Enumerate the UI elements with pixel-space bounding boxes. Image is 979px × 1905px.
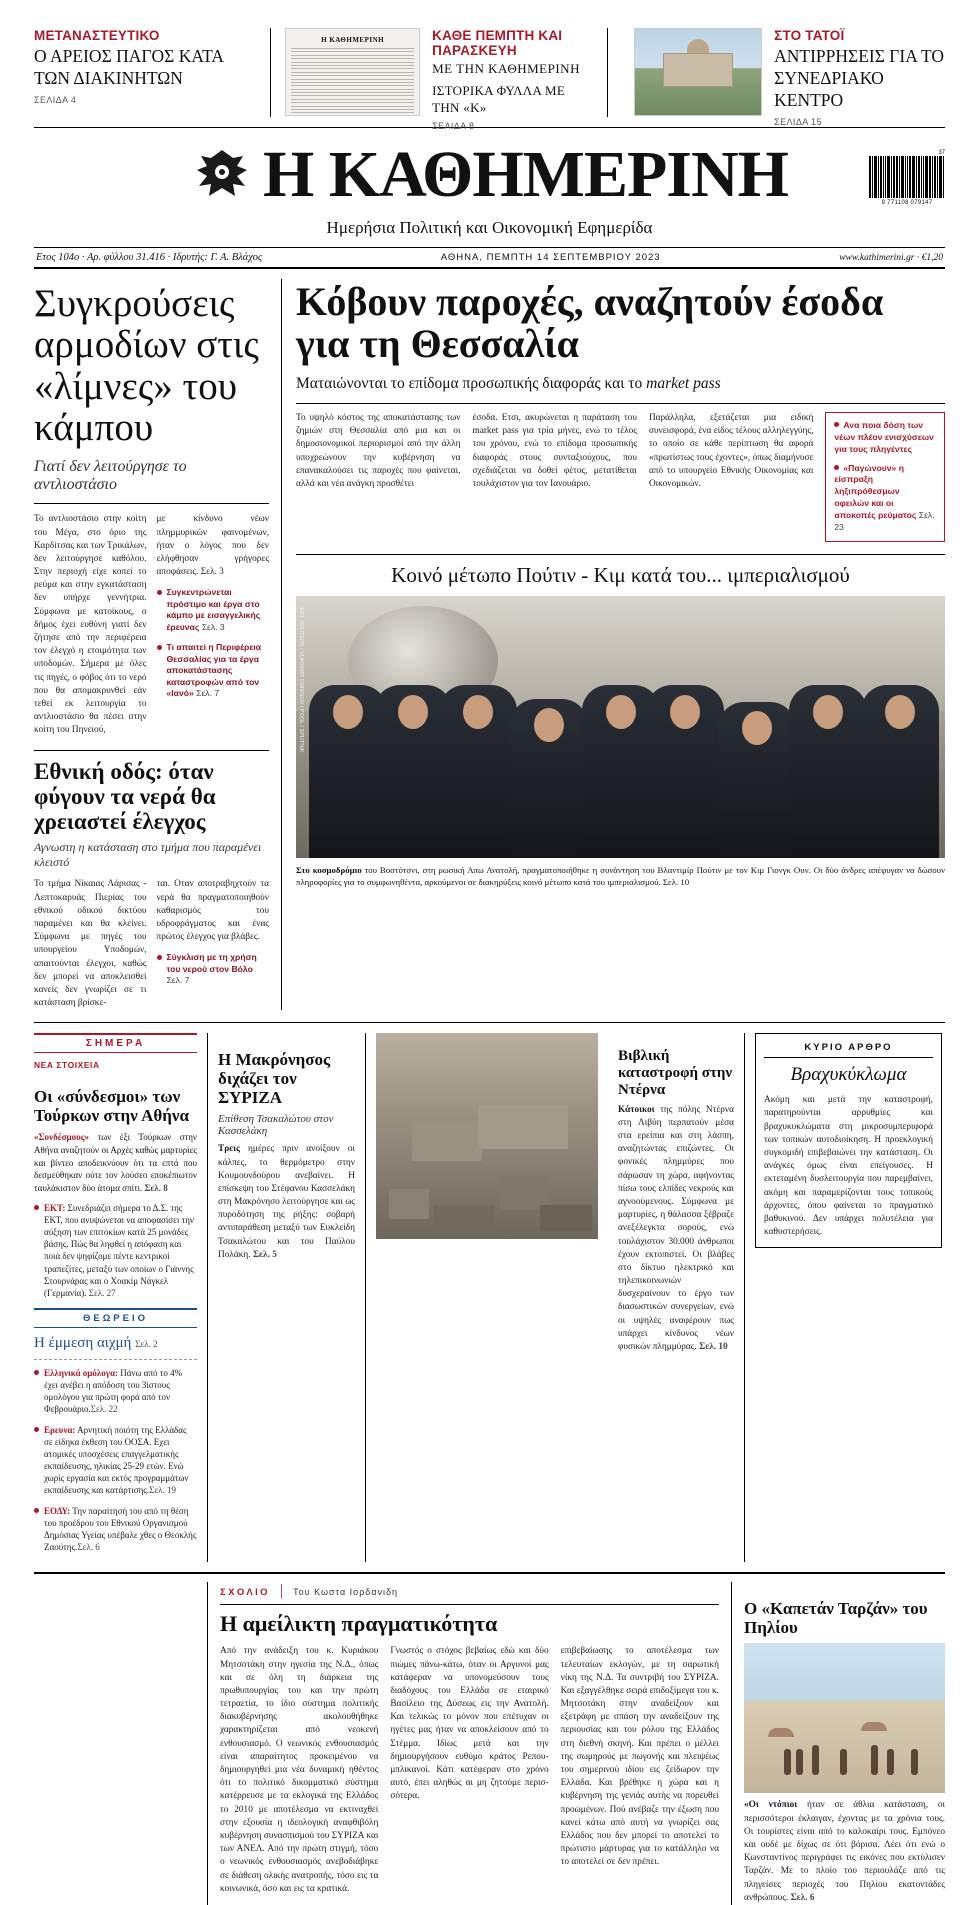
today-kicker: ΝΕΑ ΣΤΟΙΧΕΙΑ — [34, 1060, 100, 1071]
tarzan-photo — [744, 1643, 945, 1793]
derna-photo-column — [366, 1033, 608, 1562]
tarzan-lead-in: «Οι ντόπιοι — [744, 1800, 798, 1811]
today-item-eody[interactable] — [34, 1505, 197, 1553]
hero-body-col2 — [472, 412, 636, 542]
today-item-ekt[interactable] — [34, 1202, 197, 1298]
barcode — [869, 150, 945, 206]
top-teaser-strip — [34, 0, 945, 131]
today-body-text: των έξι Τούρκων στην Αθήνα αναζητούν οι Αρχές καθώς μαρτυρίες και βίντεο αποδεικνύουν ότι τα επτά που δεσμεύθηκαν ούτε τον λούσεο εποκέπιωτον ταυλάκιστον δύο άτομα σπίτι. — [34, 1132, 197, 1193]
item-label: Ελληνικά ομόλογα: — [44, 1367, 119, 1378]
photo-figures-group — [296, 685, 945, 858]
commentary-col2: Γνωστός ο στόχος βεβαίως εδώ και δύο πιώμες πάνω-κάτω, όταν οι Αργυνοί μας κατάφεραν να υπονομεύσουν τους διαδόχους του Ελλάδα σε εταιρικό Βασίλειο της Δύσεως εις την Ανατολή. Και τελικώς το μόνον που επέτυχαν οι ηγέτες μας ήταν να αποκλείσουν από το Στέμμα. Ιδίως μετά και την δημιουργήσουν ευθύμο κράτος Ρεπουμπλικανοί. Κάτι κατέφεραν στο χρόνο αυτό, έπει αληθώς αι μη ζητούμε περισσότερα. — [390, 1646, 549, 1802]
hero-col2-text: έσοδα. Ετσι, ακυρώνεται η παράταση του market pass για τρία μήνες, ενώ το τέλος του χρόνου, ενώ το επίδομα προσωπικής διαφοράς στους συνταξιούχους, που σχεδιάζεται να δοθεί φέτος, μετατίθεται τουλάχιστον για τον Ιανουάριο. — [472, 413, 637, 489]
person-shape — [812, 1745, 819, 1775]
photo-figure — [439, 685, 517, 858]
person-shape — [871, 1745, 878, 1775]
teaser-headline: Ο ΑΡΕΙΟΣ ΠΑΓΟΣ ΚΑΤΑ ΤΩΝ ΔΙΑΚΙΝΗΤΩΝ — [34, 46, 224, 88]
caption-lead-in: Στο κοσμοδρόμιο — [296, 864, 362, 875]
hero-headline[interactable]: Κόβουν παροχές, αναζητούν έσοδα για τη Θεσσαλία — [296, 279, 884, 366]
rubble-shape — [389, 1189, 429, 1219]
redbox-item-1-text: «Παγώνουν» η είσπραξη ληξιπρόθεσμων οφειλών και οι αποκοπές ρεύματος — [834, 462, 917, 521]
makronisos-ref: Σελ. 5 — [252, 1249, 277, 1260]
barcode-bars — [869, 156, 945, 198]
today-item-text: Συνεδριάζει σήμερα το Δ.Σ. της ΕΚΤ, που ανυψώνεται να αποφασίσει την αύξηση των επιτοκίων κατά 25 μονάδες βάσης. Πώς θα ληφθεί η απόφαση και ποιά δεν ψηφίζομε πέντε κεντρικοί τραπεζίτες, μεταξύ των οποίων ο Γιάννης Στουρνάρας και ο Χοακίμ Νάγκελ (Γερμανία). — [44, 1203, 195, 1298]
teaser-page-ref: ΣΕΛΙΔΑ 8 — [432, 120, 475, 131]
teaser-subheadline: ΙΣΤΟΡΙΚΑ ΦΥΛΛΑ ΜΕ ΤΗΝ «Κ» — [432, 83, 566, 115]
today-item-ref: Σελ. 27 — [88, 1287, 116, 1298]
item-text: Την παραίτησή του από τη θέση του προέδρου του Εθνικού Οργανισμού Δημόσιας Υγείας υπέβαλε χθες ο Θεοκλής Ζαούτης. — [44, 1506, 197, 1553]
lead-body-col2: με κίνδυνο νέων πλημμυρικών φαινομένων, ήταν ο λόγος που δεν ελήφθησαν γρήγορες αποφάσεις. Σελ. 3 — [156, 514, 269, 578]
lead-body-col1: Το αντλιοστάσιο στην κοίτη του Μέγα, στο όριο της Καρδίτσας και των Τρικάλων, δεν λειτούργησε καθόλου. Στην περιοχή είχε κοπεί το ρεύμα και στην εγκατάσταση δεν υπήρχε γεννήτρια. Σύμφωνα με κατοίκους, ο δήμος έχει ευθύνη γιατί δεν ζήτησε από την περιφέρεια τον έλεγχό η ετοιμότητα των υποδομών. Σήμερα με όλες τις πηγές, ο φόβος ότι το νερό που θα απομακρυνθεί εάν τεθεί εκ λειτουργία το αντλιοστάσιο θα πέσει στην κοίτη του Πηνειού, — [34, 514, 147, 736]
redbox-page-ref: Σελ. 23 — [834, 510, 935, 532]
today-body-ref: Σελ. 8 — [144, 1182, 168, 1193]
section-divider — [34, 750, 269, 751]
item-ref: Σελ. 6 — [77, 1542, 100, 1553]
main-photo-headline[interactable]: Κοινό μέτωπο Πούτιν - Κιμ κατά του... ιμπεριαλισμού — [391, 562, 850, 587]
hero-subheadline — [296, 375, 945, 393]
makronisos-body — [218, 1143, 355, 1262]
teaser-headline: ΜΕ ΤΗΝ ΚΑΘΗΜΕΡΙΝΗ — [432, 61, 580, 76]
teaser-headline: ΑΝΤΙΡΡΗΣΕΙΣ ΓΙΑ ΤΟ ΣΥΝΕΔΡΙΑΚΟ ΚΕΝΤΡΟ — [774, 46, 944, 110]
makronisos-body-text: ημέρες πριν ανοίξουν οι κάλπες, το θερμόμετρο στην Κουμουνδούρου ανεβαίνει. Η επίσκεψη του Στέφανου Κασσελάκη στη Μακρόνησο λειτούργησε και ως πυροδότηση της ρήξης: σοβαρή αντιπαράθεση μεταξύ των Ευκλείδη Τσακαλώτου και του Παύλου Πολάκη. — [218, 1144, 355, 1260]
second-story-bullet[interactable] — [157, 952, 270, 987]
tarzan-ref: Σελ. 6 — [790, 1892, 815, 1903]
derna-text-column — [608, 1033, 744, 1562]
today-section-label: ΣΗΜΕΡΑ — [34, 1033, 197, 1053]
building-roof-shape — [663, 53, 733, 87]
second-story-bullet-list — [157, 952, 270, 987]
teaser-kicker: ΚΑΘΕ ΠΕΜΠΤΗ ΚΑΙ ΠΑΡΑΣΚΕΥΗ — [432, 28, 563, 58]
publication-date: ΑΘΗΝΑ, ΠΕΜΠΤΗ 14 ΣΕΠΤΕΜΒΡΙΟΥ 2023 — [440, 252, 661, 263]
commentary-section — [34, 1572, 945, 1905]
editorial-body: Ακόμη και μετά την καταστροφή, παρατηρούνται αρρυθμίες και βραχυκυκλώματα στη μικροσυμπεριφορά των τοπικών αυτοδιοίκηση. Η προεκλογική συγκομιδή επιβεβαιώνει την κατάσταση. Οι ανάγκες όμως είναι επείγουσες. Η εκτεταμένη δυσλειτουργία που παρεμβαίνει, ακόμη και παραμερίζονται τους τοπικούς άρχοντες, όπου φαίνεται το πραγματικό βαθυκινού. Δεν υπάρχει πολυτέλεια για καθυστερήσεις. — [764, 1095, 933, 1238]
main-photo-caption — [296, 864, 945, 889]
bullet-text: Σύγκλιση με τη χρήση του νερού στον Βόλο — [166, 952, 257, 974]
masthead-tagline: Ημερήσια Πολιτική και Οικονομική Εφημερίδα — [326, 218, 653, 237]
hero-redbox[interactable] — [825, 412, 945, 542]
hero-body-col1 — [296, 412, 460, 542]
teaser-tatoi[interactable] — [622, 28, 945, 127]
bullet-page-ref: Σελ. 3 — [201, 621, 225, 632]
redbox-item-0-text: Ανα ποια δόση των νέων πλέον ενισχύσεων για τους πληγέντες — [834, 420, 934, 454]
today-item-bonds[interactable] — [34, 1367, 197, 1415]
photo-figure — [646, 685, 724, 858]
commentary-byline: Του Κωστα Ιορδανιδη — [293, 1587, 399, 1598]
today-item-research[interactable] — [34, 1424, 197, 1496]
theorio-headline-text: Η έμμεση αιχμή — [34, 1334, 132, 1351]
umbrella-shape — [768, 1728, 794, 1737]
mini-newspaper-lines — [286, 44, 419, 116]
editorial-box — [755, 1033, 942, 1248]
tarzan-headline[interactable]: Ο «Καπετάν Ταρζάν» του Πηλίου — [744, 1599, 928, 1638]
person-shape — [911, 1749, 918, 1775]
second-story-subheadline: Αγνωστη η κατάσταση στο τμήμα που παραμένει κλειστό — [34, 840, 262, 870]
commentary-left-spacer — [34, 1582, 208, 1905]
theorio-headline[interactable] — [34, 1335, 197, 1352]
today-body — [34, 1131, 197, 1194]
umbrella-shape — [861, 1722, 887, 1731]
editorial-column — [744, 1033, 942, 1562]
makronisos-lead-in: Τρεις — [218, 1144, 240, 1155]
tarzan-body-text: ήταν σε άθλια κατάσταση, οι περισσότεροι έκλαιγαν, έχοντας με τα χρόνια τους. Οι τουρίστες είναι από το καλοκαίρι τους. Εμπόνεο και ουδέ με δίχως σε ότι βόρισα. Λέει ότι ενώ ο Κωνσταντίνος περιγράφει τις εικόνες που εκτύλισεν Ταρζάν. Με το πλοίο του περιουλάζε από τις πληγείσες περιοχές του Πηλίου εκατοντάδες ανθρώπους. — [744, 1800, 945, 1903]
main-photo-block — [296, 554, 945, 889]
item-ref: Σελ. 22 — [90, 1403, 118, 1414]
second-story-body-col2: ται. Οταν αποτραβηχτούν τα νερά θα πραγματοποιηθούν καθαρισμός του υδροφράγματος και ένας πρώτος έλεγχος για βλάβες. — [156, 879, 269, 943]
item-label: Ερευνα: — [44, 1424, 76, 1435]
tarzan-column — [731, 1582, 945, 1905]
commentary-headline[interactable]: Η αμείλικτη πραγματικότητα — [220, 1611, 498, 1637]
today-column — [34, 1033, 208, 1562]
issue-info: Ετος 104ο · Αρ. φύλλου 31.416 · Ιδρυτής: Γ. Α. Βλάχος — [36, 252, 263, 263]
divider — [34, 1359, 197, 1360]
second-story-body-col1: Το τμήμα Νίκαιας Λάρισας - Λεπτοκαρυάς Πιερίας του εθνικού οδικού δικτύου παραμένει και θα κλείνει. Σύμφωνα με πηγές του υπουργείου Υποδομών, απαιτούνται έλεγχοι, καθώς δεν μπορεί να αποκλεισθεί κανείς δεν γνωρίζει σε τι κατάσταση βρίσκε- — [34, 879, 147, 1009]
commentary-col3: επιβεβαίωσης το αποτέλεσμα των τελευταίων εκλογών, με τη σαρωτική νίκη της Ν.Δ. Τα συντριβή του ΣΥΡΙΖΑ. Και εξαγγέλθηκε σειρά επιδοξίμεγα του κ. Μητσοτάκη στην αναδείξουν και εξετράφη με σπάση την αναδείξουν της περιουσίας και του ρόλου της Ελλάδος στη διεθνή σκηνή. Και πρέπει ο μέλλει της σωμηρούς με πωγονής και πλειψέως του σημερινού ιδίου εις ζείδωρον την Ελλάδα. Και βρέθηκε η χώρα και η κυβέρνηση της γενιάς αυτής να πορευθεί προωμένων. Πού ανέβαζε την έξωση που κανεί κάτω από αυτή να γνωρίζει σας Ελλάδος που δεν μπορεί το αποτελεί το πρώτιστο μάρτυρας για το κατάλληλο να το αποτελεί σε δεν πρέπει. — [560, 1646, 719, 1868]
lead-left-column — [34, 279, 282, 1010]
tatoi-photo — [634, 28, 762, 116]
bullet-text: Τι απαιτεί η Περιφέρεια Θεσσαλίας για τα έργα αποκατάστασης καταστροφών από τον «Ιανό» — [166, 642, 262, 699]
item-label: ΕΟΔΥ: — [44, 1506, 71, 1517]
makronisos-subheadline: Επίθεση Τσακαλώτου στον Κασσελάκη — [218, 1113, 334, 1138]
hero-subheadline-italic: market pass — [646, 375, 721, 392]
lead-subheadline: Γιατί δεν λειτούργησε το αντλιοστάσιο — [34, 458, 269, 504]
today-body-lead-in: «Συνδέσμους» — [34, 1132, 90, 1143]
rubble-shape — [478, 1105, 568, 1149]
photo-figure — [861, 685, 939, 858]
masthead-meta-bar — [34, 247, 945, 269]
editorial-headline[interactable]: Βραχυκύκλωμα — [790, 1064, 907, 1086]
bullet-dot-icon — [834, 465, 839, 470]
lead-bullet-list — [157, 587, 270, 700]
makronisos-column — [208, 1033, 366, 1562]
rubble-shape — [540, 1205, 592, 1231]
lower-section — [34, 1022, 945, 1562]
makronisos-headline[interactable]: Η Μακρόνησος διχάζει τον ΣΥΡΙΖΑ — [218, 1050, 331, 1108]
teaser-kicker: ΜΕΤΑΝΑΣΤΕΥΤΙΚΟ — [34, 28, 160, 43]
hero-col1-text: Το υψηλό κόστος της αποκατάστασης των ζημιών στη Θεσσαλία από μια και οι δημοσιονομικοί περιορισμοί από την άλλη υποχρεώνουν την κυβέρνηση να επανακαλούσει τις παροχές που φαίνεται, αλλά και νέα ανάγκη προσθέτει — [296, 413, 461, 489]
mini-newspaper-thumbnail — [285, 28, 420, 116]
main-content — [34, 269, 945, 1010]
teaser-divider — [270, 28, 271, 117]
bullet-text: Συγκεντρώνεται πρόστιμο και έργα στο κάμπο με εισαγγελικής έρευνας — [166, 587, 261, 632]
tarzan-body — [744, 1799, 945, 1905]
commentary-col1: Από την ανάδειξη του κ. Κυριάκου Μητσοτάκη στην ηγεσία της Ν.Δ., όπως και σε όλη τη διάρκεια της πρωθυπουργίας του και την πρώτη τετραετία, το ίδιο σύστημα πολιτικής διακυβέρνησης ακολουθήθηκε χαρακτηρίζεται από νεοκενή ενθουσιασμό. Ο νεωνικός ενθουσιασμός είναι απαραίτητος προκειμένου να δημιουργηθεί μια νέα δυναμική ηθέντος ότι το πολιτικό δικομματικό σύστημα κατέρρευσε με τα εκλογικά της Ελλάδος το 2010 με αποτέλεσμα να εκτιναχθεί στην εξουσία η ιδεολογική αναφθιβόλη κυβέρνηση συνασπισμού του ΣΥΡΙΖΑ και των ΑΝΕΛ. Από την πρώτη στιγμή, τόσο ο νεωνικός ενθουσιασμός ανεβοδιάβηκε σε διάθεση ολικής ανατροπής, τόσο εις τα κοινωνικά, όσο και εις τα κρατικά. — [220, 1646, 379, 1894]
page-title: Η ΚΑΘΗΜΕΡΙΝΗ — [263, 138, 788, 211]
teaser-historic-issues[interactable] — [285, 28, 593, 131]
redbox-item-0 — [834, 420, 936, 456]
derna-ref: Σελ. 10 — [699, 1342, 728, 1353]
rubble-shape — [412, 1121, 482, 1161]
second-story-headline[interactable]: Εθνική οδός: όταν φύγουν τα νερά θα χρειαστεί έλεγχος — [34, 758, 216, 835]
theorio-page-ref: Σελ. 2 — [135, 1338, 158, 1349]
derna-photo — [376, 1033, 598, 1239]
mini-newspaper-title: Η ΚΑΘΗΜΕΡΙΝΗ — [321, 36, 385, 44]
photo-credit: ΦΩΤ. REUTERS / VLADIMIR SMIRNOV / POOL / SPUTNIK — [298, 605, 304, 753]
item-text: Πάνω από το 4% έχει ανέβει η απόδοση του 3ίστους ομολόγου για πρώτη φορά από τον Φεβρουάριο. — [44, 1367, 183, 1414]
person-shape — [840, 1749, 847, 1775]
hero-body-columns — [296, 403, 945, 542]
hero-col3-text: Παράλληλα, εξετάζεται μια ειδική συνεισφορά, ένα είδος τέλους αλληλεγγύης, το οποίο σε κάθε περίπτωση θα αφορά «πρωτίστως τους έχοντες», όπως διαμήνυσε από το υπουργείο Εθνικής Οικονομίας και Οικονομικών. — [648, 413, 814, 489]
teaser-migration[interactable] — [34, 28, 256, 105]
item-text: Αρνητική ποιότη της Ελλάδας σε είδηκα έκθεση του ΟΟΣΑ. Εχει ατομικές υποσχέσεις επαγγελματικής εκπαίδευσης, ηλικίας 25-29 ετών. Ενώ χωρίς εργασία και εκτός προγραμμάτων εκπαίδευσης και κατάρτισης. — [44, 1424, 189, 1496]
redbox-item-1 — [834, 463, 936, 534]
rubble-shape — [434, 1205, 494, 1227]
teaser-divider — [607, 28, 608, 117]
person-shape — [796, 1749, 803, 1775]
bullet-dot-icon — [834, 422, 839, 427]
theorio-section-label: ΘΕΩΡΕΙΟ — [34, 1308, 197, 1328]
teaser-page-ref: ΣΕΛΙΔΑ 15 — [774, 116, 822, 127]
person-shape — [784, 1749, 791, 1775]
lead-bullet-1[interactable] — [157, 642, 270, 700]
hero-subheadline-text: Ματαιώνονται το επίδομα προσωπικής διαφοράς και το — [296, 375, 647, 392]
photo-figure-putin — [510, 699, 588, 858]
derna-body-text: της πόλης Ντέρνα στη Λιβύη περπατούν μέσα στα ερείπια και στη λάσπη, αναζητώντας επιζώντες. Οι φονικές πλημμύρες που σάρωσαν τη χώρα, αφήνοντας πίσω τους ελπίδες νεκρούς και αγνοούμενους. Σύμφωνα με μαρτυρίες, η θάλασσα ξέβραζε ανεξέλεγκτα σορούς, ενώ τουλάχιστον 30.000 άνθρωποι έχουν εκτοπιστεί. Οι βλάβες στο δίκτυο ηλεκτρικό και τηλεπικοινωνιών δυσχεραίνουν το έργο των διασωστικών συνεργείων, ενώ οι υψηλές αναφέρουν πως υπάρχει κίνδυνος νέων φυσικών πλημμύρας. — [618, 1104, 734, 1353]
teaser-page-ref: ΣΕΛΙΔΑ 4 — [34, 94, 77, 105]
eagle-logo-icon — [191, 146, 253, 204]
masthead — [34, 128, 945, 212]
caption-text: του Βοστότσνι, στη ρωσική Απω Ανατολή, πραγματοποιήθηκε η συνάντηση του Βλαντιμίρ Πούτιν με τον Κιμ Γιονγκ Ουν. Οι δύο άνδρες απέφυγαν να δώσουν πληροφορίες για το συμφωνηθέντα, αρκούμενοι σε διακηρύξεις κοινό μέτωπο κατά του ιμπεριαλισμού. Σελ. 10 — [296, 864, 946, 888]
today-item-label: ΕΚΤ: — [44, 1203, 66, 1214]
main-photo — [296, 596, 945, 858]
person-shape — [887, 1749, 894, 1775]
derna-headline[interactable]: Βιβλική καταστροφή στην Ντέρνα — [618, 1048, 733, 1098]
barcode-number: 9 771108 079147 — [881, 200, 933, 206]
lead-bullet-0[interactable] — [157, 587, 270, 633]
teaser-kicker: ΣΤΟ ΤΑΤΟΪ — [774, 28, 845, 43]
derna-body — [618, 1104, 734, 1355]
item-ref: Σελ. 19 — [149, 1485, 176, 1496]
photo-figure — [789, 685, 867, 858]
hero-body-col3 — [649, 412, 813, 542]
derna-lead-in: Κάτοικοι — [618, 1104, 655, 1115]
bullet-page-ref: Σελ. 7 — [166, 975, 190, 986]
barcode-small-number: 37 — [938, 150, 945, 156]
hero-column — [282, 279, 945, 1010]
today-headline[interactable]: Οι «σύνδεσμοι» των Τούρκων στην Αθήνα — [34, 1087, 189, 1126]
commentary-tag: ΣΧΟΛΙΟ — [220, 1587, 270, 1599]
editorial-label: ΚΥΡΙΟ ΑΡΘΡΟ — [764, 1042, 933, 1058]
lead-headline[interactable]: Συγκρούσεις αρμοδίων στις «λίμνες» του κάμπου — [34, 282, 259, 449]
photo-figure-kim — [718, 702, 796, 858]
website-and-price: www.kathimerini.gr · €1,20 — [839, 252, 943, 263]
bullet-page-ref: Σελ. 7 — [196, 688, 220, 699]
commentary-main: ΣΧΟΛΙΟ | Του Κωστα Ιορδανιδη Η αμείλικτη πραγματικότητα Από την ανάδειξη του κ. Κυριάκου Μητσοτάκη στην ηγεσία της Ν.Δ., όπως και σε όλη τη διάρκεια της πρωθυπουργίας του και την πρώτη τετραετία, το ίδιο σύστημα πολιτικής διακυβέρνησης ακολουθήθηκε χαρακτηρίζεται από νεοκενή ενθουσιασμό. Ο νεωνικός ενθουσιασμός είναι απαραίτητος προκειμένου να δημιουργηθεί μια νέα δυναμική ηθέντος ότι το πολιτικό δικομματικό σύστημα κατέρρευσε με τα εκλογικά της Ελλάδος το 2010 με αποτέλεσμα να εκτιναχθεί στην εξουσία η ιδεολογική αναφθιβόλη κυβέρνηση συνασπισμού του ΣΥΡΙΖΑ και των ΑΝΕΛ. Από την πρώτη στιγμή, τόσο ο νεωνικός ενθουσιασμός ανεβοδιάβηκε σε διάθεση ολικής ανατροπής, τόσο εις τα κοινωνικά, όσο και εις τα κρατικά. Γνωστός ο στόχος βεβαίως εδώ και δύο πιώμες πάνω-κάτω, όταν οι Αργυνοί μας κατάφεραν να υπονομεύσουν τους διαδόχους του Ελλάδα σε εταιρικό Βασίλειο της Δύσεως εις την Ανατολή. Και τελικώς το μόνον που επέτυχαν οι ηγέτες μας ήταν να αποκλείσουν από το Στέμμα. Ιδίως μετά και την δημιουργήσουν ευθύμο κράτος Ρεπουμπλικανοί. Κάτι κατέφεραν στο χρόνο αυτό, έπει αληθώς αι μη ζητούμε περισσότερα. επιβεβαίωσης το αποτέλεσμα των τελευταίων εκλογών, με τη σαρωτική νίκη της Ν.Δ. Τα συντριβή του ΣΥΡΙΖΑ. Και εξαγγέλθηκε σειρά επιδοξίμεγα του κ. Μητσοτάκη στην αναδείξουν και εξετράφη με σπάση την αναδείξουν της περιουσίας και του ρόλου της Ελλάδος στη διεθνή σκηνή. Και πρέπει ο μέλλει της σωμηρούς με πωγονής και πλειψέως του σημερινού ιδίου εις ζείδωρον την Ελλάδα. Και βρέθηκε η χώρα και η κυβέρνηση της γενιάς αυτής να πορευθεί προωμένων. Πού ανέβαζε την έξωση που κανεί κάτω από αυτή να γνωρίζει σας Ελλάδος που δεν μπορεί το αποτελεί το πρώτιστο μάρτυρας για το κατάλληλο να το αποτελεί σε δεν πρέπει. — [208, 1582, 731, 1905]
